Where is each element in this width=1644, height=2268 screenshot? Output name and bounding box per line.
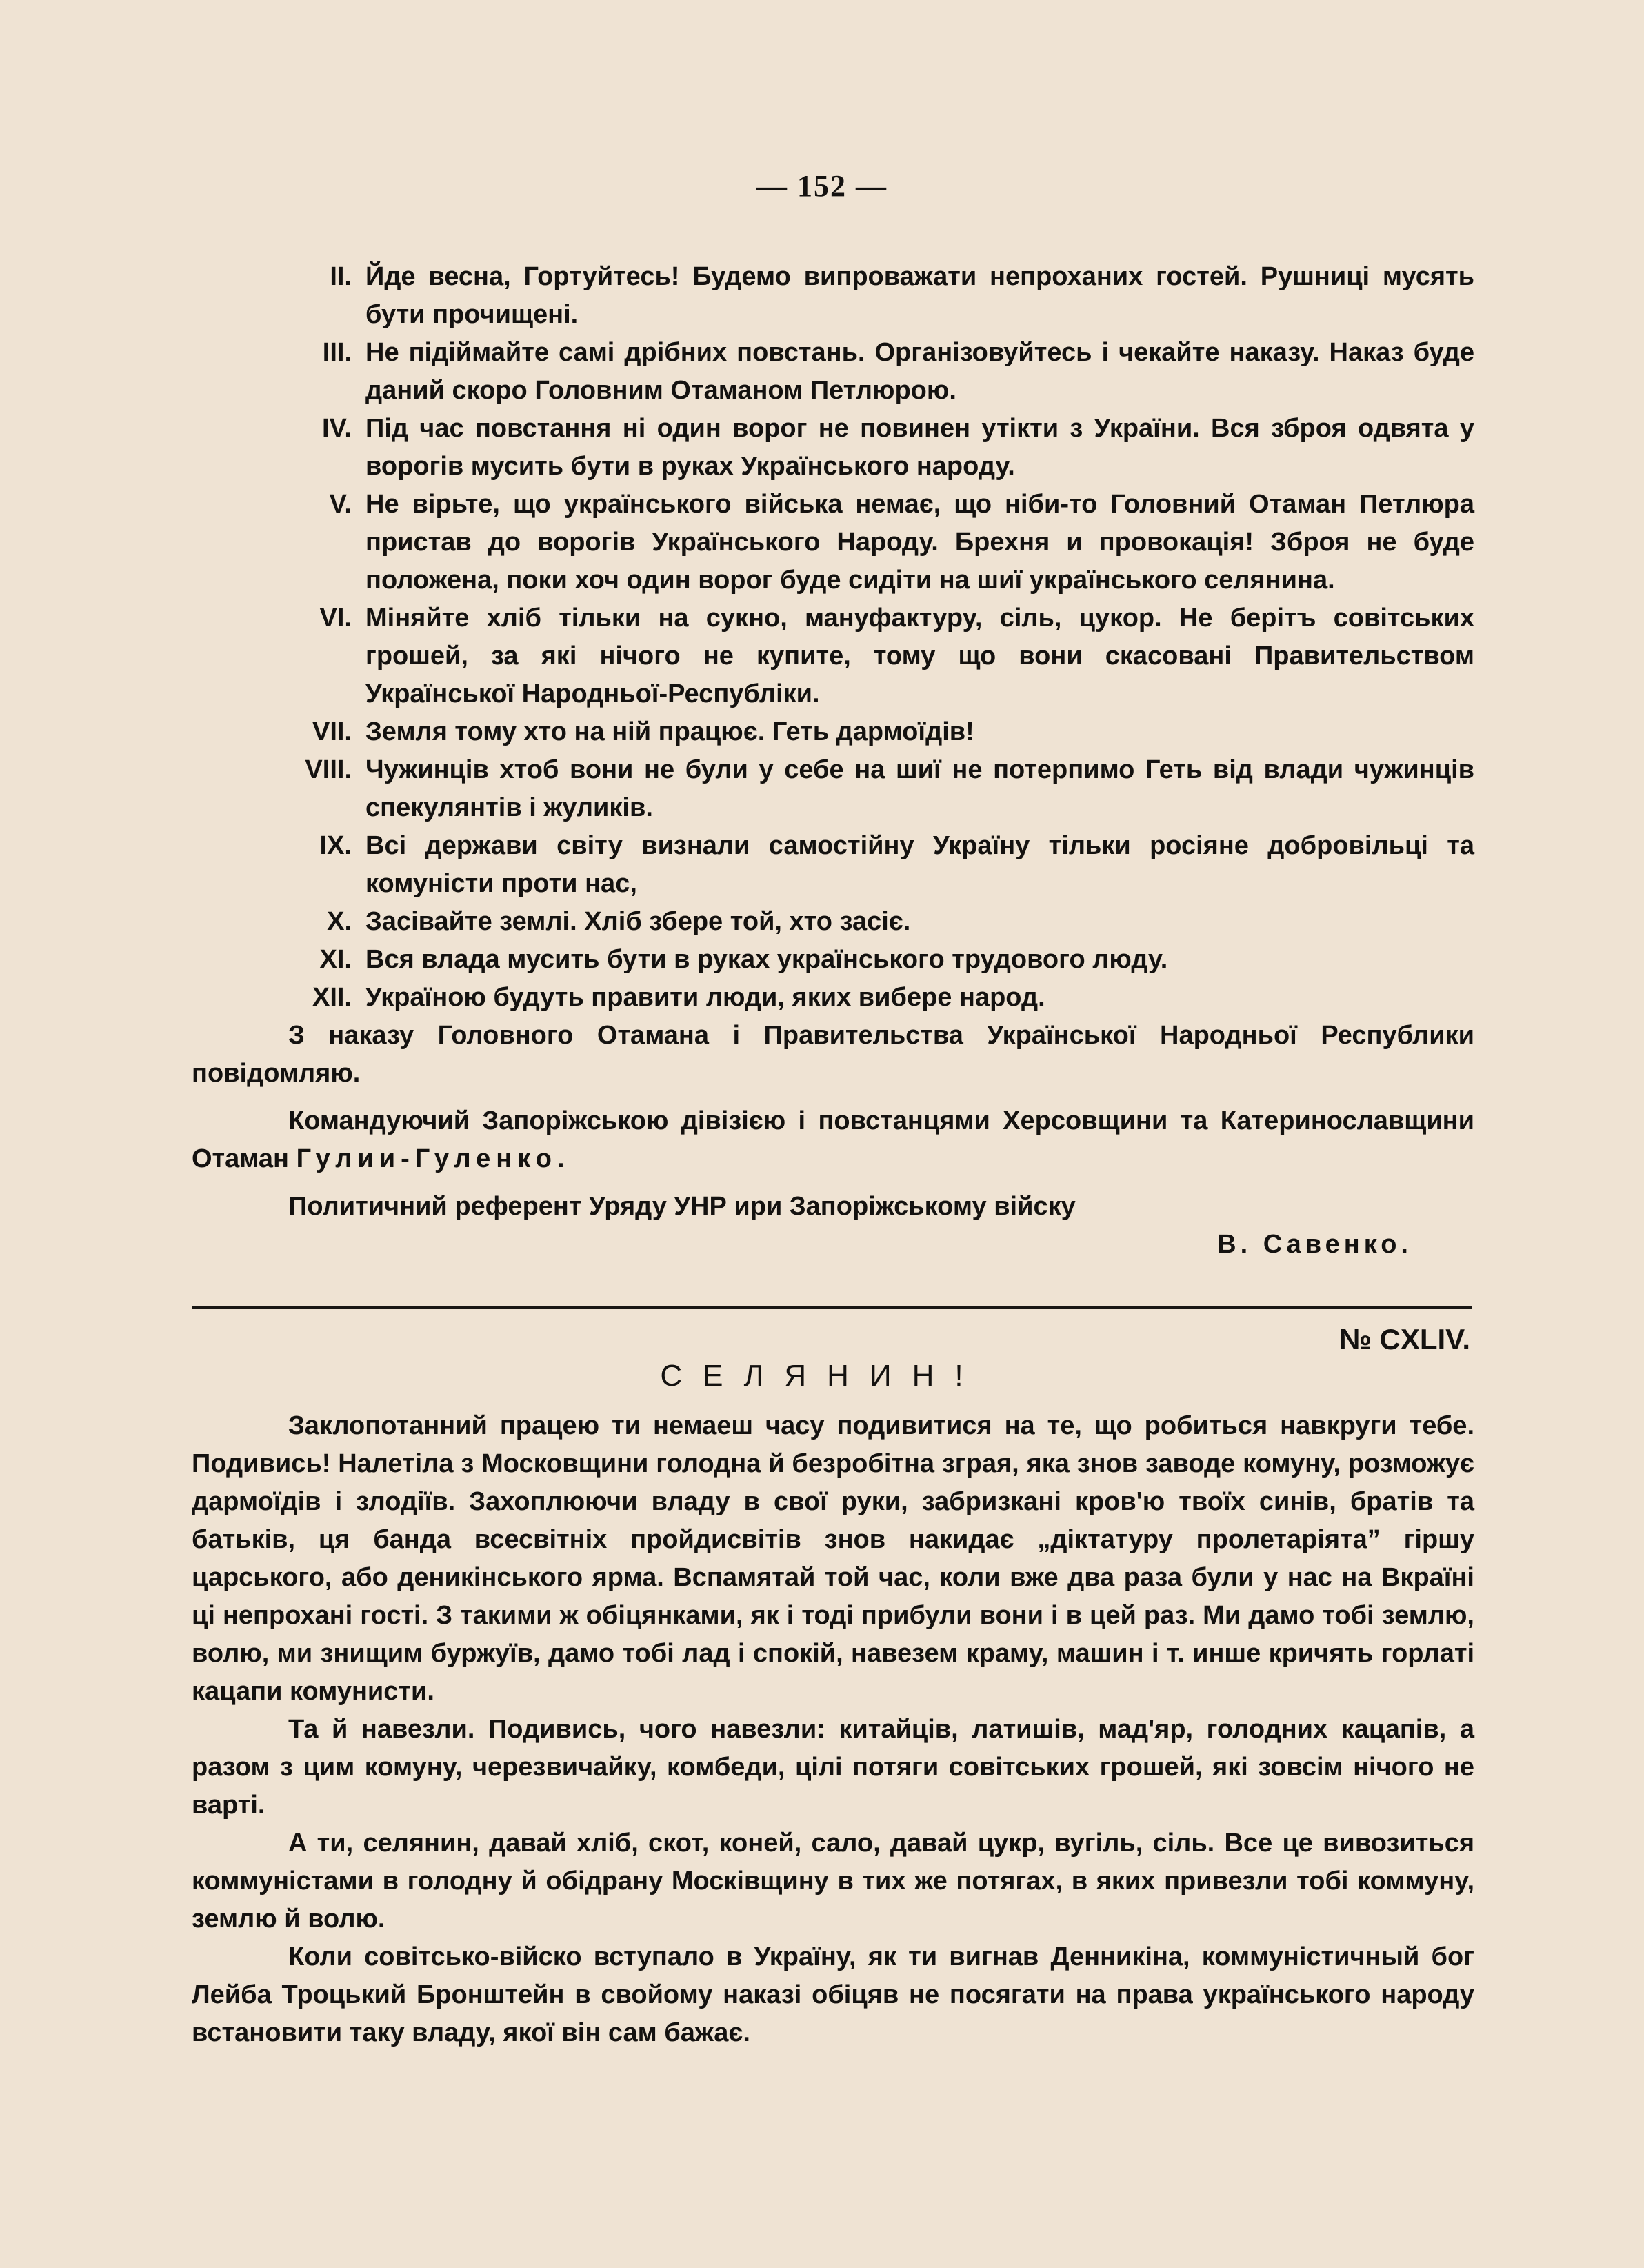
item-number: IX. [319, 831, 352, 860]
list-item [192, 941, 1474, 979]
paragraph: Та й навезли. Подивись, чого навезли: китайців, латишів, мад'яр, голодних кацапів, а разом з цим комуну, черезвичайку, комбеди, цілі потяги совітських грошей, які зовсім нічого не варті. [192, 1715, 1474, 1820]
item-text: Україною будуть правити люди, яких вибере народ. [365, 983, 1045, 1012]
referent-line: Политичний референт Уряду УНР ири Запоріжському війску [288, 1192, 1076, 1221]
item-text: Вся влада мусить бути в руках українського трудового люду. [365, 945, 1168, 974]
item-number: X. [327, 907, 352, 936]
item-text: Міняйте хліб тільки на сукно, мануфактуру, сіль, цукор. Не берітъ совітських грошей, за які нічого не купите, тому що вони скасовані Правительством Української Народньої-Республіки. [365, 604, 1474, 708]
appeal-heading: СЕЛЯНИН! [660, 1359, 984, 1393]
list-item [192, 258, 1474, 334]
item-text: Всі держави світу визнали самостійну Україну тільки росіяне добровільці та комуністи проти нас, [365, 831, 1474, 898]
item-number: XII. [312, 983, 352, 1012]
referent-name: В. Савенко. [1217, 1230, 1412, 1259]
item-number: IV. [322, 414, 352, 443]
commander-name: Гулии-Гуленко. [296, 1144, 570, 1173]
item-text: Не вірьте, що українського війська немає, що ніби-то Головний Отаман Петлюра пристав до ворогів Українського Народу. Брехня и провокація! Зброя не буде положена, поки хоч один ворог буде сидіти на шиї українського селянина. [365, 490, 1474, 595]
list-item [192, 713, 1474, 751]
list-item [192, 599, 1474, 713]
item-number: VII. [312, 717, 352, 746]
paragraph: Заклопотанний працею ти немаеш часу подивитися на те, що робиться навкруги тебе. Подивись! Налетіла з Московщини голодна й безробітна зграя, яка знов заводе комуну, розможує дармоїдів і злодіїв. Захоплюючи владу в свої руки, забризкані кров'ю твоїх синів, братів та батьків, ця банда всесвітніх пройдисвітів знов накидає „діктатуру пролетаріята” гіршу царського, або деникінського ярма. Вспамятай той час, коли вже два раза були у нас на Вкраїні ці непрохані гості. З такими ж обіцянками, як і тоді прибули вони і в цей раз. Ми дамо тобі землю, волю, ми знищим буржуїв, дамо тобі лад і спокій, навезем краму, машин і т. инше кричять горлаті кацапи комунисти. [192, 1411, 1474, 1706]
item-number: III. [322, 338, 352, 367]
commander-text: Командуючий Запоріжською дівізією і повстанцями Херсовщини та Катеринославщини Отаман [192, 1106, 1474, 1173]
list-item [192, 751, 1474, 827]
item-number: XI. [319, 945, 352, 974]
list-item [192, 979, 1474, 1017]
list-item [192, 903, 1474, 941]
page-number: — 152 — [756, 169, 888, 203]
list-item [192, 827, 1474, 903]
list-item [192, 410, 1474, 486]
paragraph: Коли совітсько-війско вступало в Україну, як ти вигнав Денникіна, коммуністичный бог Лейба Троцький Бронштейн в свойому наказі обіцяв не посягати на права українського народу встановити таку владу, якої він сам бажає. [192, 1942, 1474, 2047]
item-number: II. [330, 262, 352, 291]
item-number: VIII. [305, 755, 352, 784]
item-number: VI. [319, 604, 352, 633]
item-number: V. [329, 490, 352, 519]
item-text: Засівайте землі. Хліб збере той, хто засіє. [365, 907, 911, 936]
item-text: Не підіймайте самі дрібних повстань. Організовуйтесь і чекайте наказу. Наказ буде даний скоро Головним Отаманом Петлюрою. [365, 338, 1474, 405]
document-number: № CXLIV. [1339, 1323, 1470, 1355]
closing-statement: З наказу Головного Отамана і Правительства Української Народньої Республики повідомляю. [192, 1021, 1474, 1088]
list-item [192, 334, 1474, 410]
proclamation-section [192, 258, 1474, 1264]
item-text: Чужинців хтоб вони не були у себе на шиї не потерпимо Геть від влади чужинців спекулянтів і жуликів. [365, 755, 1474, 822]
commander-signature [192, 1102, 1474, 1178]
item-text: Йде весна, Гортуйтесь! Будемо випроважати непроханих гостей. Рушниці мусять бути прочищені. [365, 262, 1474, 329]
paragraph: А ти, селянин, давай хліб, скот, коней, сало, давай цукр, вугіль, сіль. Все це вивозиться коммуністами в голодну й обідрану Москівщину в тих же потягах, в яких привезли тобі коммуну, землю й волю. [192, 1829, 1474, 1933]
list-item [192, 486, 1474, 599]
section-divider [192, 1306, 1472, 1309]
appeal-section [192, 1407, 1474, 2052]
item-text: Земля тому хто на ній працює. Геть дармоїдів! [365, 717, 974, 746]
item-text: Під час повстання ні один ворог не повинен утікти з України. Вся зброя одвята у ворогів мусить бути в руках Українського народу. [365, 414, 1474, 481]
